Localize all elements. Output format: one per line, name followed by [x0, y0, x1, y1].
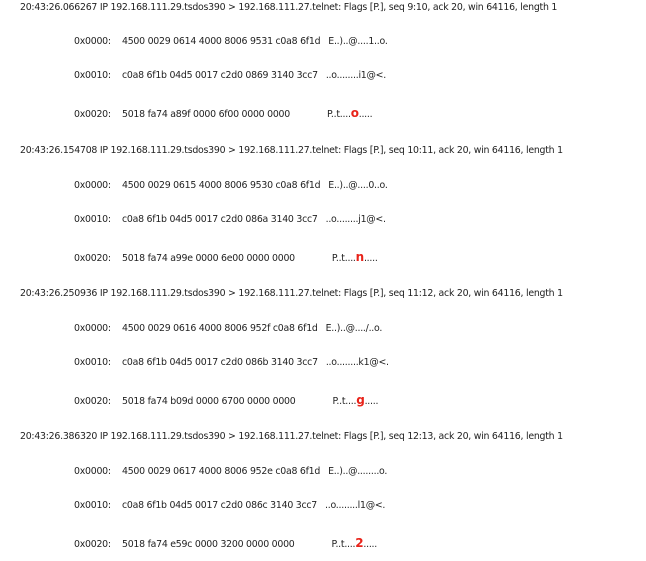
ascii-text: ..o........l1@<.: [325, 500, 386, 511]
hex-bytes: 5018 fa74 a89f 0000 6f00 0000 0000: [122, 109, 290, 120]
packet-header: 20:43:26.154708 IP 192.168.111.29.tsdos390 > 192.168.111.27.telnet: Flags [P.], seq 10:11, ack 20, win 64116, length 1: [20, 145, 563, 156]
hex-offset: 0x0000:: [74, 323, 111, 334]
ascii-column: [328, 179, 387, 193]
hex-offset: 0x0000:: [74, 180, 111, 191]
hex-bytes: c0a8 6f1b 04d5 0017 c2d0 0869 3140 3cc7: [122, 70, 318, 81]
hex-dump-row: [74, 499, 385, 513]
payload-char-highlight: 2: [355, 536, 364, 550]
payload-char-highlight: o: [350, 106, 359, 120]
ascii-text: P..t....: [332, 396, 357, 407]
hex-offset: 0x0010:: [74, 500, 111, 511]
ascii-column: [328, 35, 387, 49]
ascii-text-tail: .....: [363, 253, 378, 264]
hex-bytes: c0a8 6f1b 04d5 0017 c2d0 086a 3140 3cc7: [122, 214, 318, 225]
ascii-text-tail: .....: [358, 109, 373, 120]
ascii-column: [326, 213, 386, 227]
ascii-column: [332, 536, 378, 552]
ascii-text-tail: .....: [364, 396, 379, 407]
hex-bytes: 4500 0029 0616 4000 8006 952f c0a8 6f1d: [122, 323, 318, 334]
ascii-column: [332, 393, 378, 409]
hex-dump-row: [74, 250, 378, 266]
ascii-text: E..)..@....0..o.: [328, 180, 388, 191]
hex-bytes: 5018 fa74 e59c 0000 3200 0000 0000: [122, 539, 295, 550]
ascii-column: [332, 250, 378, 266]
hex-offset: 0x0000:: [74, 466, 111, 477]
ascii-text: E..)..@..../..o.: [325, 323, 383, 334]
hex-dump-row: [74, 69, 386, 83]
packet-header: 20:43:26.386320 IP 192.168.111.29.tsdos390 > 192.168.111.27.telnet: Flags [P.], seq 12:13, ack 20, win 64116, length 1: [20, 431, 563, 442]
hex-offset: 0x0020:: [74, 539, 111, 550]
ascii-column: [326, 356, 389, 370]
hex-bytes: 5018 fa74 a99e 0000 6e00 0000 0000: [122, 253, 295, 264]
packet-header: 20:43:26.250936 IP 192.168.111.29.tsdos390 > 192.168.111.27.telnet: Flags [P.], seq 11:12, ack 20, win 64116, length 1: [20, 288, 563, 299]
ascii-text: E..)..@....1..o.: [328, 36, 388, 47]
hex-bytes: 5018 fa74 b09d 0000 6700 0000 0000: [122, 396, 296, 407]
hex-dump-row: [74, 322, 382, 336]
hex-dump-row: [74, 465, 387, 479]
ascii-column: [328, 465, 387, 479]
packet-header: 20:43:26.066267 IP 192.168.111.29.tsdos390 > 192.168.111.27.telnet: Flags [P.], seq 9:10, ack 20, win 64116, length 1: [20, 2, 558, 13]
hex-offset: 0x0000:: [74, 36, 111, 47]
ascii-text: P..t....: [326, 109, 351, 120]
ascii-text: ..o........i1@<.: [325, 70, 386, 81]
hex-dump-row: [74, 356, 389, 370]
hex-dump-row: [74, 536, 377, 552]
ascii-column: [325, 499, 385, 513]
payload-char-highlight: n: [355, 250, 364, 264]
ascii-text: ..o........j1@<.: [325, 214, 386, 225]
hex-dump-row: [74, 35, 388, 49]
hex-bytes: c0a8 6f1b 04d5 0017 c2d0 086c 3140 3cc7: [122, 500, 318, 511]
ascii-text: ..o........k1@<.: [325, 357, 389, 368]
hex-dump-row: [74, 106, 372, 122]
hex-offset: 0x0010:: [74, 70, 111, 81]
ascii-text: P..t....: [331, 539, 356, 550]
hex-offset: 0x0020:: [74, 109, 111, 120]
ascii-text-tail: .....: [363, 539, 378, 550]
hex-dump-row: [74, 213, 386, 227]
ascii-column: [327, 106, 372, 122]
hex-dump-row: [74, 179, 388, 193]
ascii-text: E..)..@........o.: [328, 466, 388, 477]
payload-char-highlight: g: [356, 393, 365, 407]
hex-bytes: 4500 0029 0614 4000 8006 9531 c0a8 6f1d: [122, 36, 321, 47]
hex-offset: 0x0010:: [74, 357, 111, 368]
hex-bytes: c0a8 6f1b 04d5 0017 c2d0 086b 3140 3cc7: [122, 357, 318, 368]
ascii-column: [326, 322, 382, 336]
hex-bytes: 4500 0029 0615 4000 8006 9530 c0a8 6f1d: [122, 180, 321, 191]
ascii-text: P..t....: [331, 253, 356, 264]
hex-dump-row: [74, 393, 378, 409]
ascii-column: [326, 69, 386, 83]
hex-offset: 0x0010:: [74, 214, 111, 225]
hex-offset: 0x0020:: [74, 396, 111, 407]
hex-offset: 0x0020:: [74, 253, 111, 264]
hex-bytes: 4500 0029 0617 4000 8006 952e c0a8 6f1d: [122, 466, 321, 477]
